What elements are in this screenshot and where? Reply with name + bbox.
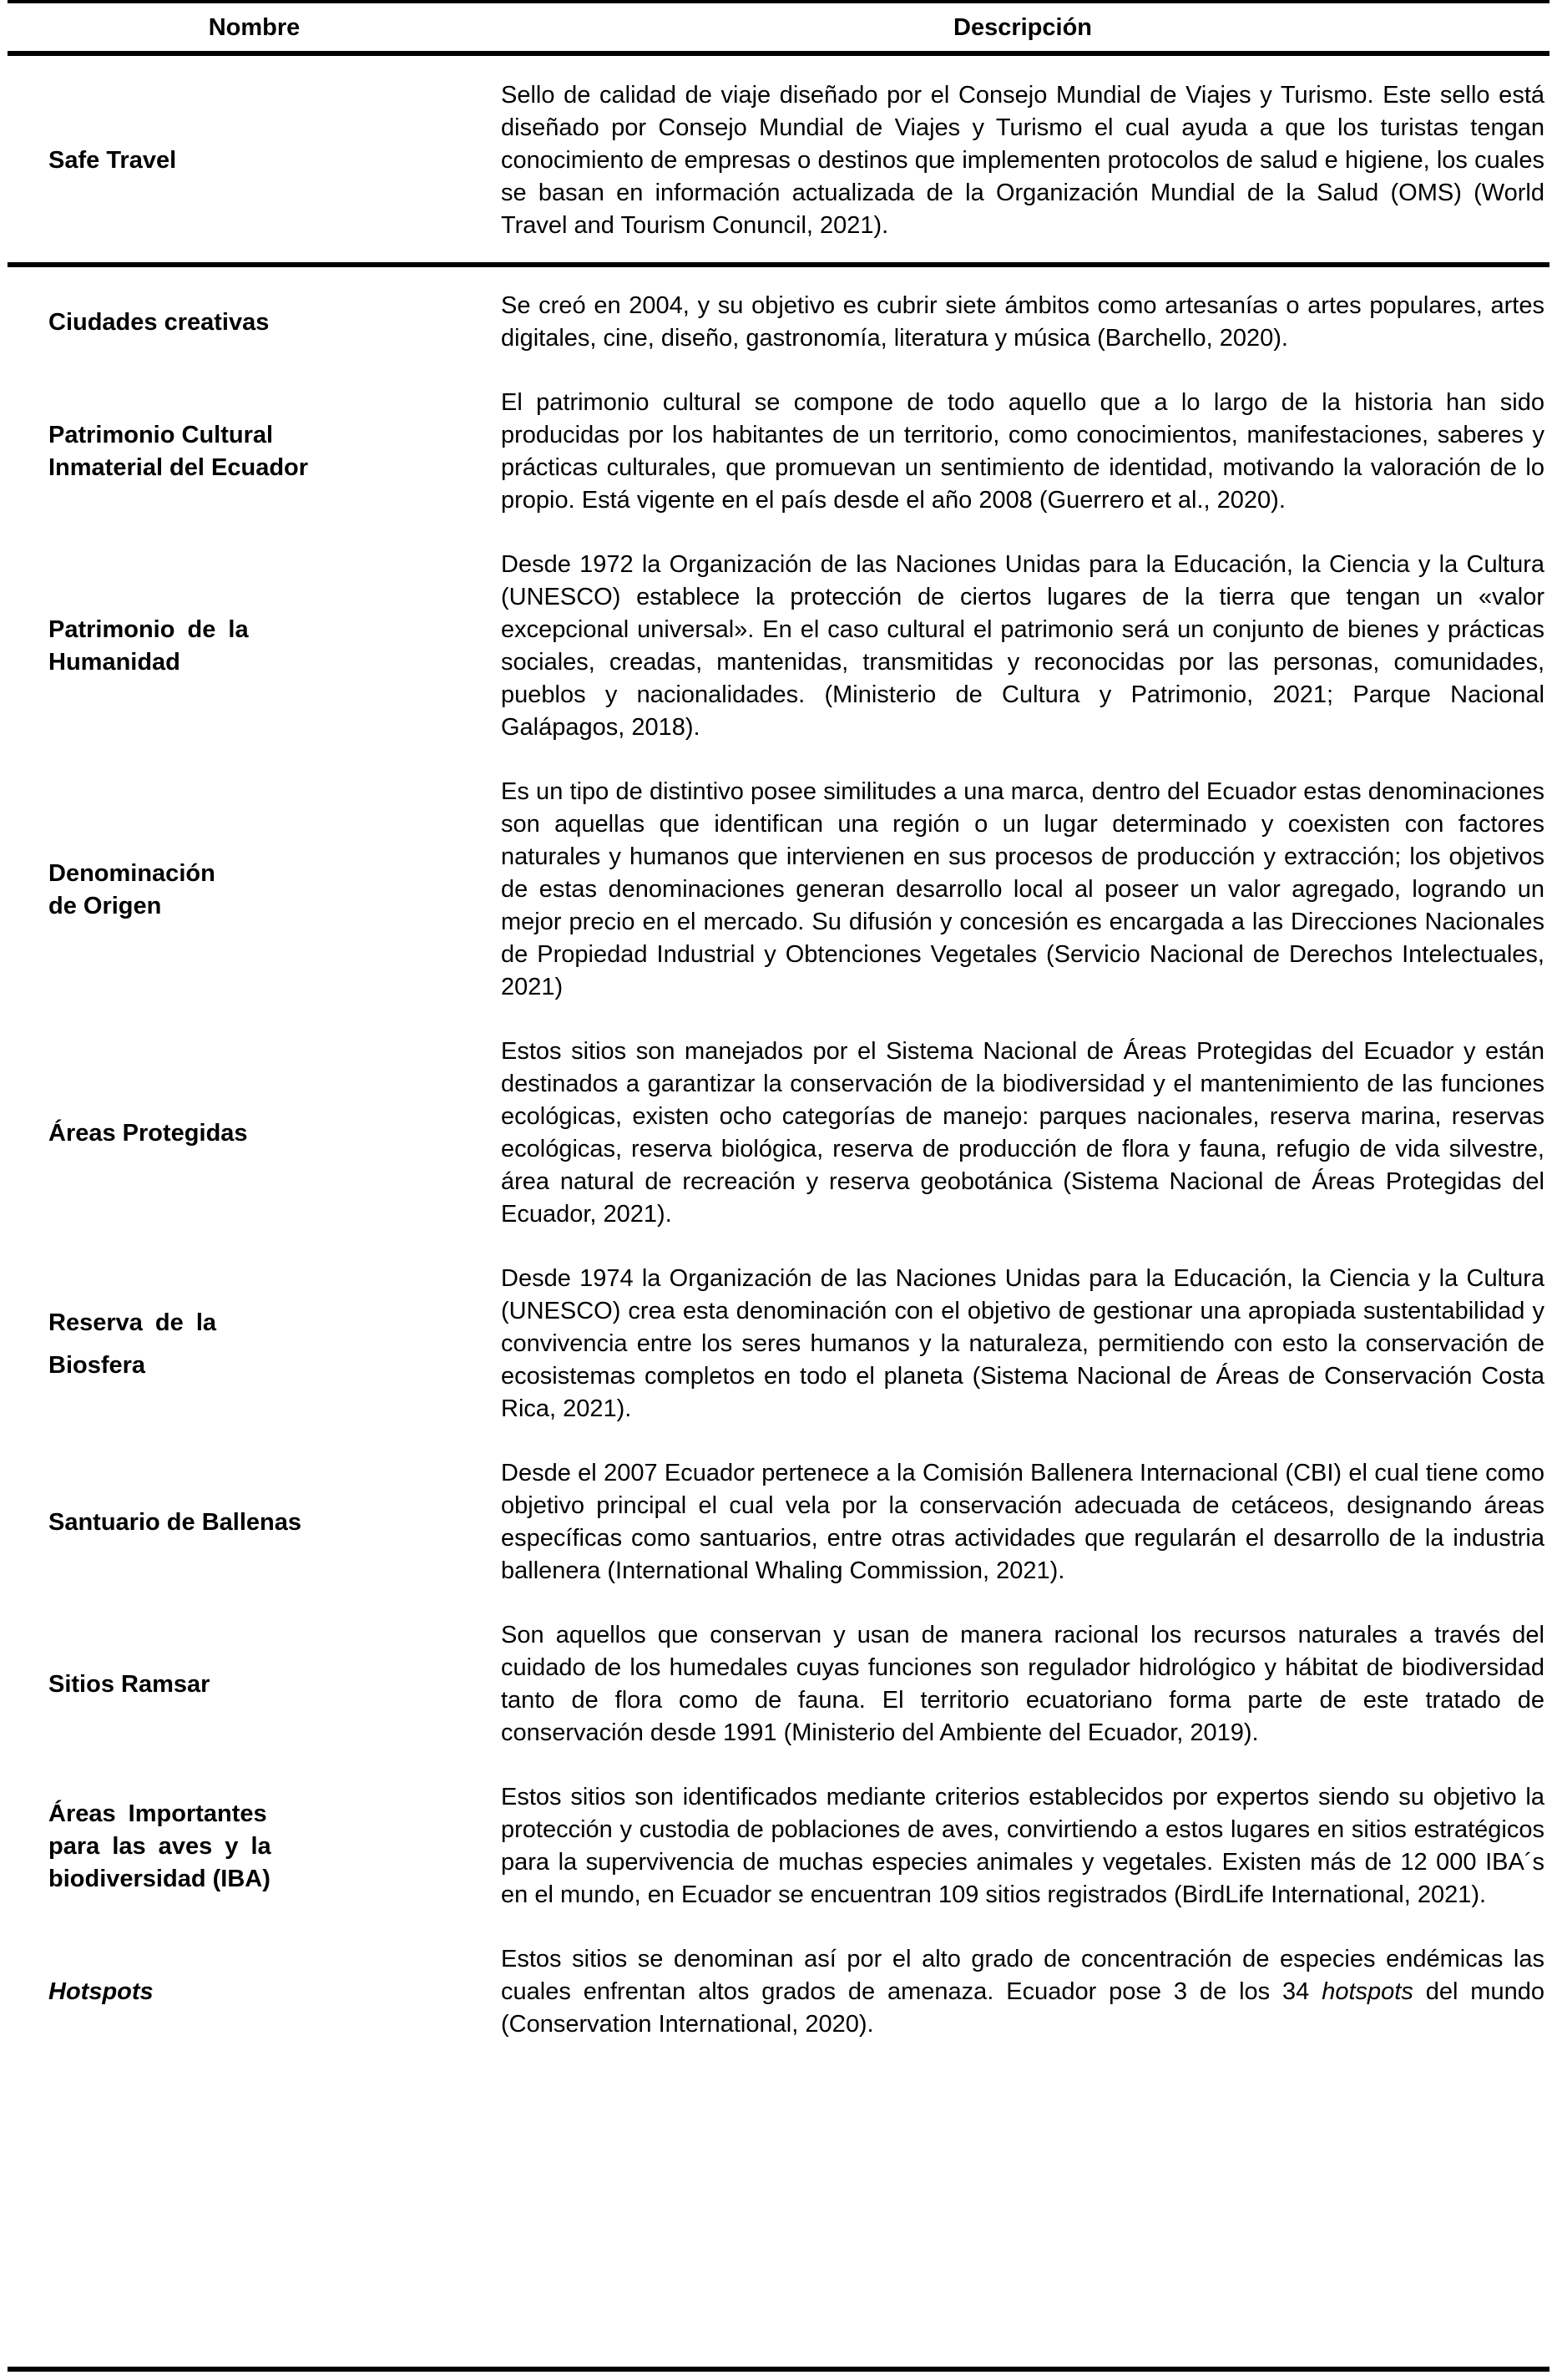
row-name-line: Reserva de la — [48, 1309, 217, 1336]
row-name-line: para las aves y la — [48, 1832, 271, 1860]
row-name — [48, 614, 342, 679]
row-name — [48, 1117, 342, 1150]
header-descripcion: Descripción — [953, 14, 1092, 41]
table-row-hotspots — [8, 1927, 1549, 2057]
row-name-line: Safe Travel — [48, 147, 177, 174]
row-name — [48, 1976, 342, 2008]
row-name — [48, 306, 342, 339]
row-description — [501, 1943, 1544, 2041]
header-nombre: Nombre — [208, 14, 301, 41]
row-description: Sello de calidad de viaje diseñado por el Consejo Mundial de Viajes y Turismo. Este sello está diseñado por Consejo Mundial de Viajes y Turismo el cual ayuda a que los turistas tengan conocimiento de empresas o destinos que implementen protocolos de salud e higiene, los cuales se basan en información actualizada de la Organización Mundial de la Salud (OMS) (World Travel and Tourism Conuncil, 2021). — [501, 82, 1544, 239]
table-row-safe-travel — [8, 56, 1549, 267]
row-name-line: Humanidad — [48, 649, 180, 676]
row-description: Desde 1974 la Organización de las Naciones Unidas para la Educación, la Ciencia y la Cultura (UNESCO) crea esta denominación con el objetivo de gestionar una apropiada sustentabilidad y convivencia entre los seres humanos y la naturaleza, permitiendo con esto la conservación de ecosistemas completos en todo el planeta (Sistema Nacional de Áreas de Conservación Costa Rica, 2021). — [501, 1265, 1544, 1422]
description-italic-term: hotspots — [1322, 1978, 1413, 2005]
description-text: Estos sitios se denominan así por el alto grado de concentración de especies endémicas las cuales enfrentan altos grados de amenaza. Ecuador pose 3 de los 34 — [501, 1946, 1544, 2005]
table-row-reserva-biosfera — [8, 1247, 1549, 1441]
table-row-areas-importantes-iba — [8, 1765, 1549, 1927]
table-row-areas-protegidas — [8, 1020, 1549, 1247]
row-name-line: Ciudades creativas — [48, 308, 270, 336]
table-row-denominacion-origen — [8, 760, 1549, 1020]
row-name — [48, 858, 342, 923]
row-name-line: Santuario de Ballenas — [48, 1508, 301, 1536]
row-description: El patrimonio cultural se compone de todo aquello que a lo largo de la historia han sido producidas por los habitantes de un territorio, como conocimientos, manifestaciones, saberes y prácticas culturales, que promuevan un sentimiento de identidad, motivando la valoración de lo propio. Está vigente en el país desde el año 2008 (Guerrero et al., 2020). — [501, 389, 1544, 514]
row-description: Es un tipo de distintivo posee similitudes a una marca, dentro del Ecuador estas denominaciones son aquellas que identifican una región o un lugar determinado y coexisten con factores naturales y humanos que intervienen en sus procesos de producción y extracción; los objetivos de estas denominaciones generan desarrollo local al poseer un valor agregado, logrando un mejor precio en el mercado. Su difusión y concesión es encargada a las Direcciones Nacionales de Propiedad Industrial y Obtenciones Vegetales (Servicio Nacional de Derechos Intelectuales, 2021) — [501, 778, 1544, 1000]
row-name-line: Biosfera — [48, 1351, 146, 1379]
table-row-patrimonio-humanidad — [8, 533, 1549, 760]
row-name-line: biodiversidad (IBA) — [48, 1865, 270, 1892]
table-row-ciudades-creativas — [8, 274, 1549, 371]
row-name-line: Patrimonio Cultural — [48, 422, 274, 448]
row-description: Desde 1972 la Organización de las Naciones Unidas para la Educación, la Ciencia y la Cultura (UNESCO) establece la protección de ciertos lugares de la tierra que tengan un «valor excepcional universal». En el caso cultural el patrimonio será un conjunto de bienes y prácticas sociales, creadas, mantenidas, transmitidas y reconocidas por las personas, comunidades, pueblos y nacionalidades. (Ministerio de Cultura y Patrimonio, 2021; Parque Nacional Galápagos, 2018). — [501, 551, 1544, 741]
row-description: Estos sitios son manejados por el Sistema Nacional de Áreas Protegidas del Ecuador y están destinados a garantizar la conservación de la biodiversidad y el mantenimiento de las funciones ecológicas, existen ocho categorías de manejo: parques nacionales, reserva marina, reservas ecológicas, reserva biológica, reserva de producción de flora y fauna, refugio de vida silvestre, área natural de recreación y reserva geobotánica (Sistema Nacional de Áreas Protegidas del Ecuador, 2021). — [501, 1038, 1544, 1228]
row-name-line: Hotspots — [48, 1978, 154, 2005]
row-name-line: Sitios Ramsar — [48, 1670, 210, 1698]
row-description: Desde el 2007 Ecuador pertenece a la Comisión Ballenera Internacional (CBI) el cual tiene como objetivo principal el cual vela por la conservación adecuada de cetáceos, designando áreas específicas como santuarios, entre otras actividades que regularán el desarrollo de la industria ballenera (International Whaling Commission, 2021). — [501, 1460, 1544, 1584]
row-name-line: Áreas Importantes — [48, 1800, 267, 1827]
row-name-line: Áreas Protegidas — [48, 1119, 248, 1147]
table-body — [8, 56, 1549, 2057]
row-name — [48, 1669, 342, 1701]
table-row-sitios-ramsar — [8, 1603, 1549, 1765]
row-name — [48, 1798, 342, 1896]
row-name — [48, 1506, 342, 1539]
table-header-row — [8, 0, 1549, 56]
table-row-patrimonio-cultural-inmaterial — [8, 371, 1549, 533]
row-name-line: Patrimonio de la — [48, 616, 249, 643]
row-name-line: Denominación — [48, 859, 215, 887]
row-name — [48, 419, 342, 484]
row-description: Estos sitios son identificados mediante criterios establecidos por expertos siendo su objetivo la protección y custodia de poblaciones de aves, convirtiendo a estos lugares en sitios estratégicos para la supervivencia de muchas especies animales y vegetales. Existen más de 12 000 IBA´s en el mundo, en Ecuador se encuentran 109 sitios registrados (BirdLife International, 2021). — [501, 1784, 1544, 1908]
row-name — [48, 144, 342, 177]
description-text: del mundo (Conservation International, 2020). — [501, 1978, 1544, 2038]
row-name-line: de Origen — [48, 892, 162, 919]
row-name — [48, 1307, 342, 1382]
row-name-line: Inmaterial del Ecuador — [48, 454, 309, 481]
row-description: Se creó en 2004, y su objetivo es cubrir siete ámbitos como artesanías o artes populares, artes digitales, cine, diseño, gastronomía, literatura y música (Barchello, 2020). — [501, 292, 1544, 352]
table-row-santuario-ballenas — [8, 1441, 1549, 1603]
row-description: Son aquellos que conservan y usan de manera racional los recursos naturales a través del cuidado de los humedales cuyas funciones son regulador hidrológico y hábitat de biodiversidad tanto de flora como de fauna. El territorio ecuatoriano forma parte de este tratado de conservación desde 1991 (Ministerio del Ambiente del Ecuador, 2019). — [501, 1622, 1544, 1746]
